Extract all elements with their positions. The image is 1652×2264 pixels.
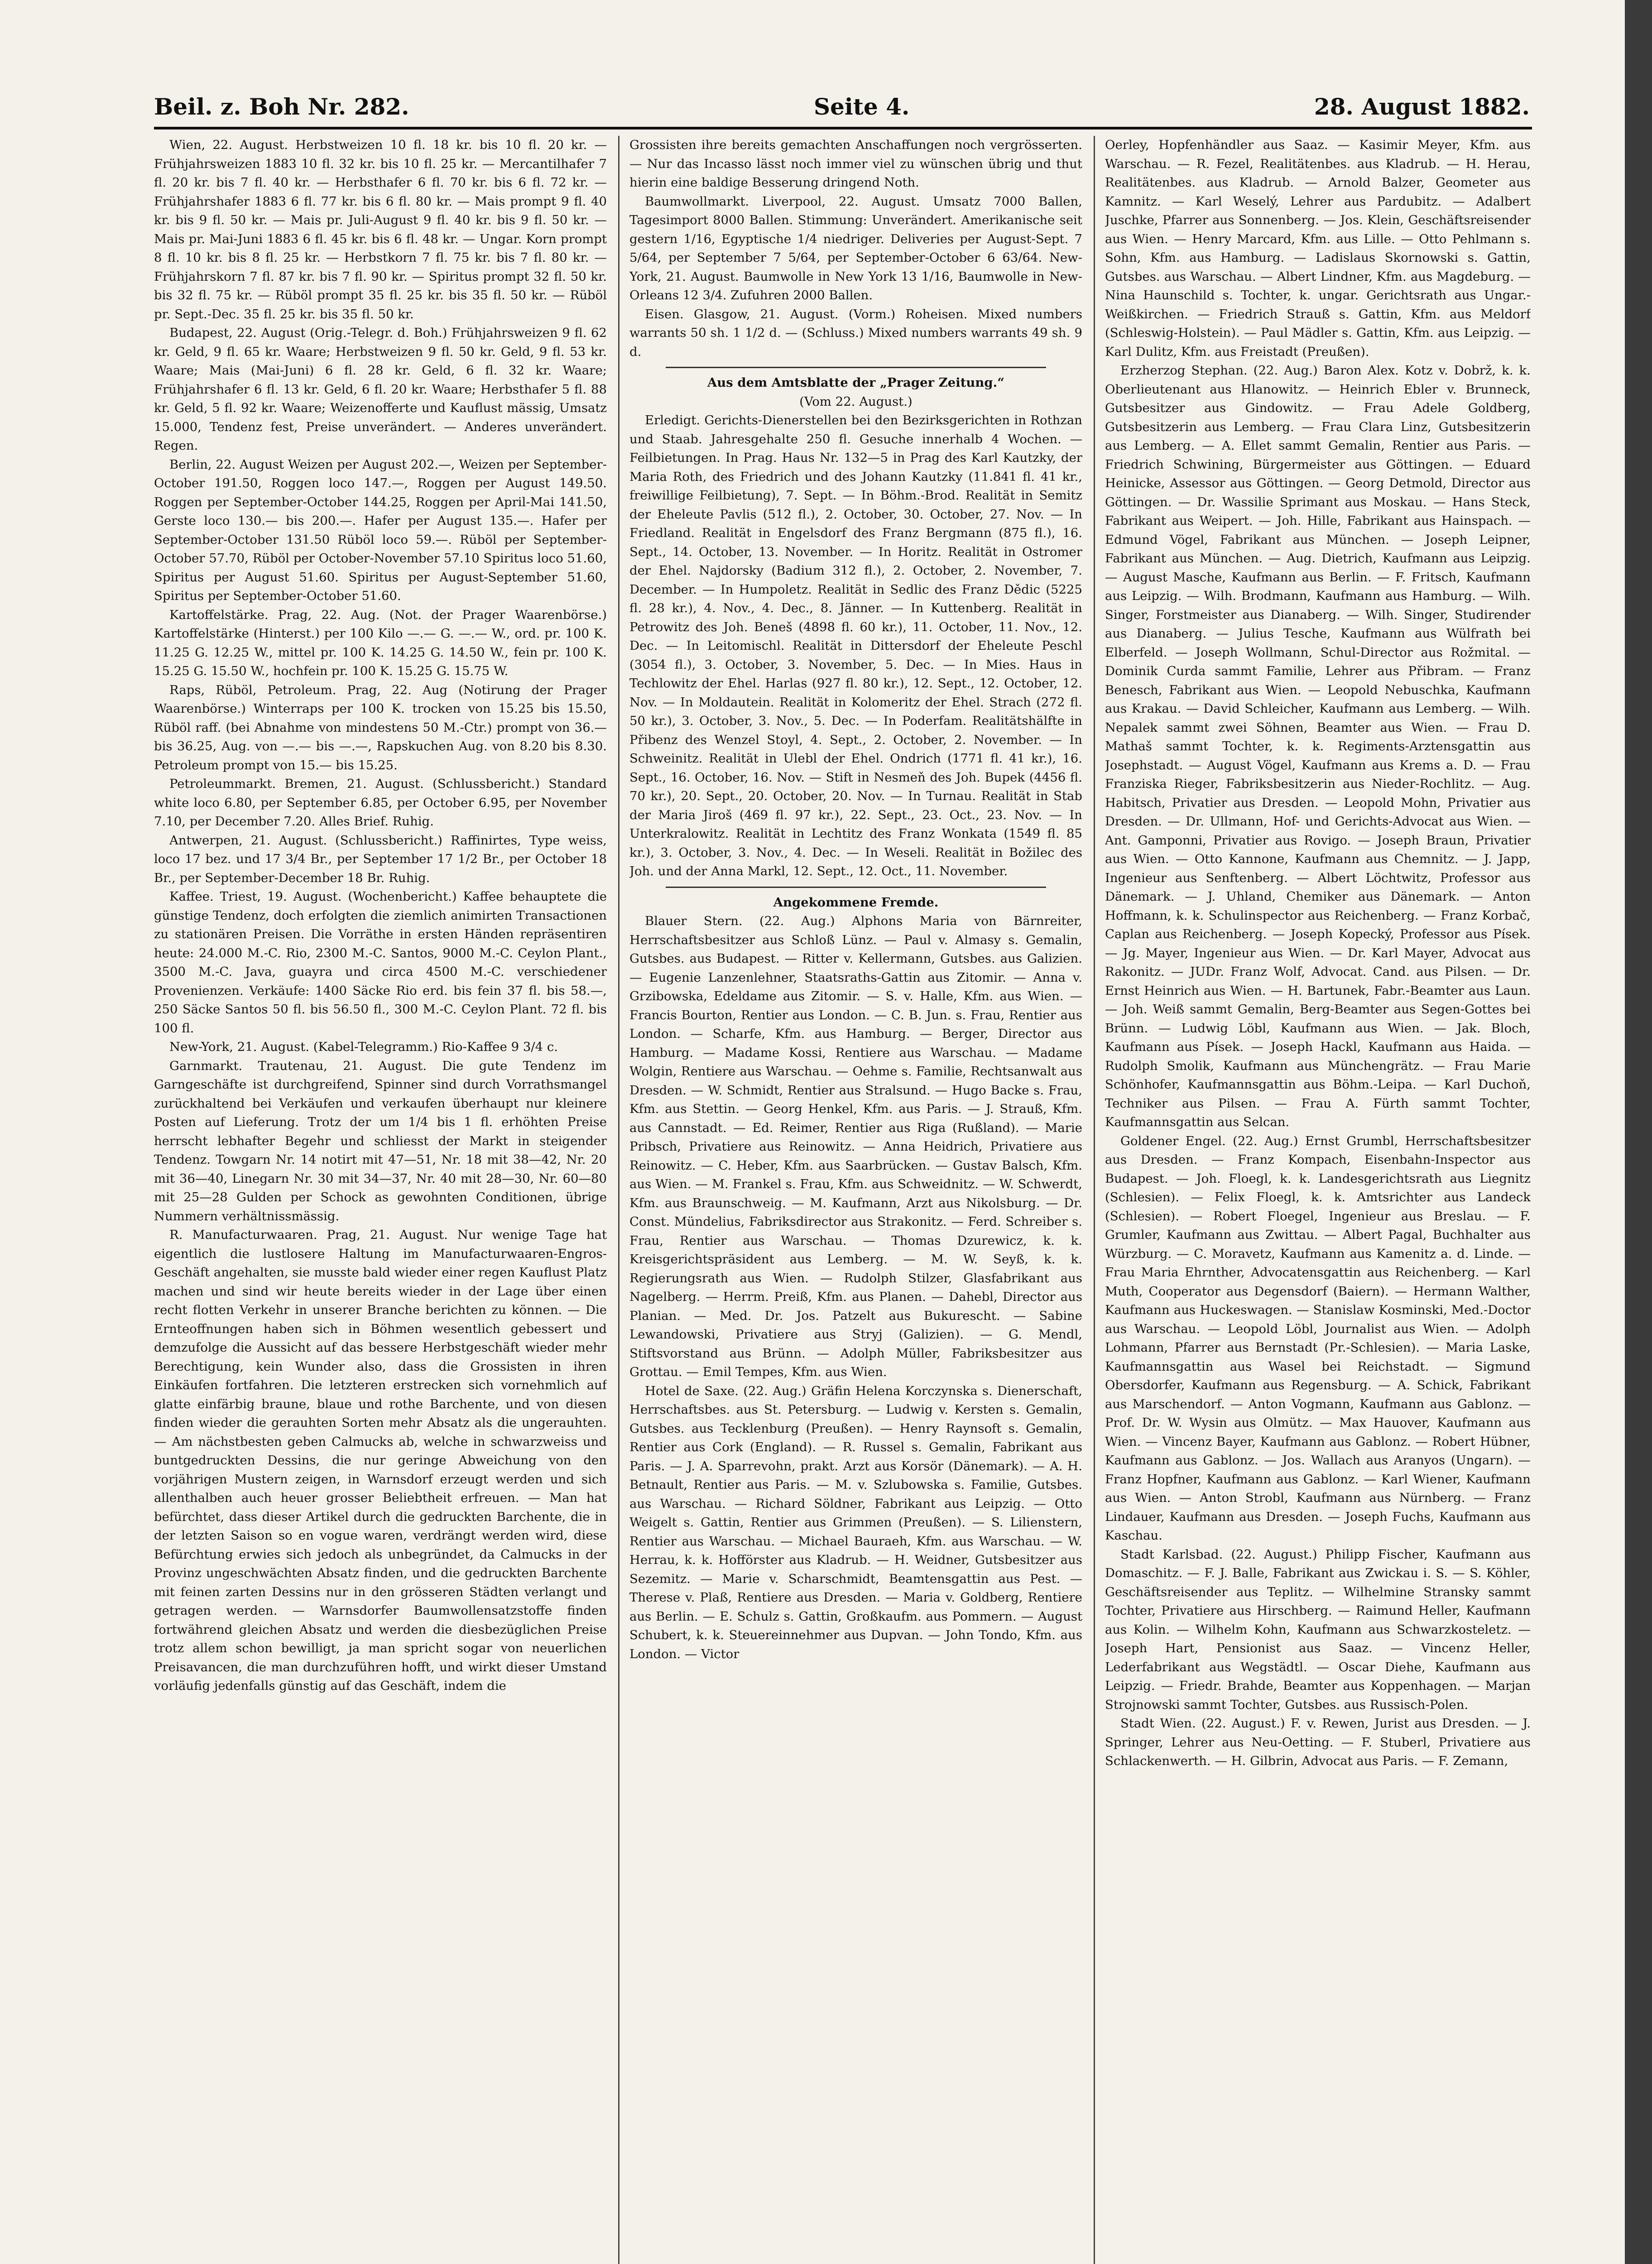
article-continuation: Grossisten ihre bereits gemachten Anschaffungen noch vergrösserten. — Nur das Incasso lässt noch immer viel zu wünschen übrig und thut hierin eine baldige Besserung dringend Noth. [629,138,1082,190]
article-kaffee: Kaffee. Triest, 19. August. (Wochenbericht.) Kaffee behauptete die günstige Tendenz, doch erfolgten die ziemlich animirten Transactionen zu stationären Preisen. Die Vorräthe in ersten Händen repräsentiren heute: 24.000 M.-C. Rio, 2300 M.-C. Santos, 9000 M.-C. Ceylon Plant., 3500 M.-C. Java, guayra und circa 4500 M.-C. verschiedener Provenienzen. Verkäufe: 1400 Säcke Rio erd. bis fein 37 fl. bis 58.—, 250 Säcke Santos 50 fl. bis 56.50 fl., 300 M.-C. Ceylon Plant. 72 fl. bis 100 fl. [154,889,607,1036]
article-amtsblatt: Erledigt. Gerichts-Dienerstellen bei den Bezirksgerichten in Rothzan und Staab. Jahresgehalte 250 fl. Gesuche innerhalb 4 Wochen. — Feilbietungen. In Prag. Haus Nr. 132—5 in Prag des Karl Kautzky, der Maria Roth, des Friedrich und des Johann Kautzky (11.841 fl. 41 kr., freiwillige Feilbietung), 7. Sept. — In Böhm.-Brod. Realität in Semitz der Eheleute Pavlis (512 fl.), 2. October, 30. October, 27. Nov. — In Friedland. Realität in Engelsdorf des Franz Bergmann (875 fl.), 16. Sept., 14. October, 13. November. — In Horitz. Realität in Ostromer der Ehel. Najdorsky (Badium 312 fl.), 2. October, 2. November, 7. December. — In Humpoletz. Realität in Sedlic des Franz Dědic (5225 fl. 28 kr.), 4. Nov., 4. Dec., 8. Jänner. — In Kuttenberg. Realität in Petrowitz des Joh. Beneš (4898 fl. 60 kr.), 11. October, 11. Nov., 12. Dec. — In Leitomischl. Realität in Dittersdorf der Eheleute Peschl (3054 fl.), 3. October, 3. November, 5. Dec. — In Mies. Haus in Techlowitz der Ehel. Harlas (927 fl. 80 kr.), 12. Sept., 12. October, 12. Nov. — In Moldautein. Realität in Kolomeritz der Ehel. Strach (272 fl. 50 kr.), 3. October, 3. Nov., 5. Dec. — In Poderfam. Realitätshälfte in Přibenz des Wenzel Stoyl, 4. Sept., 2. October, 2. November. — In Schweinitz. Realität in Ulebl der Ehel. Ondrich (1771 fl. 41 kr.), 16. Sept., 16. October, 16. Nov. — Stift in Nesmeň des Joh. Bupek (4456 fl. 70 kr.), 20. Sept., 20. October, 20. Nov. — In Turnau. Realität in Stab der Maria Jiroš (469 fl. 97 kr.), 22. Sept., 23. Oct., 23. Nov. — In Unterkralowitz. Realität in Lechtitz des Franz Wonkata (1549 fl. 85 kr.), 3. October, 3. Nov., 4. Dec. — In Weseli. Realität in Božilec des Joh. und der Anna Markl, 12. Sept., 12. Oct., 11. November. [629,413,1082,878]
header-date: 28. August 1882. [1314,93,1530,120]
article-kartoffelstaerke: Kartoffelstärke. Prag, 22. Aug. (Not. der Prager Waarenbörse.) Kartoffelstärke (Hinterst.) per 100 Kilo —.— G. —.— W., ord. pr. 100 K. 11.25 G. 12.25 W., mittel pr. 100 K. 14.25 G. 14.50 W., fein pr. 100 K. 15.25 G. 15.50 W., hochfein pr. 100 K. 15.25 G. 15.75 W. [154,607,607,678]
page-header [154,88,1530,120]
scan-edge [1625,0,1652,2264]
section-rule [666,367,1046,368]
article-berlin: Berlin, 22. August Weizen per August 202.—, Weizen per September-October 191.50, Roggen loco 147.—, Roggen per August 149.50. Roggen per September-October 144.25, Roggen per April-Mai 141.50, Gerste loco 130.— bis 200.—. Hafer per August 135.—. Hafer per September-October 131.50 Rüböl loco 59.—. Rüböl per September-October 57.70, Rüböl per October-November 57.10 Spiritus loco 51.60, Spiritus per August 51.60. Spiritus per August-September 51.60, Spiritus per September-October 51.60. [154,457,607,603]
article-eisen: Eisen. Glasgow, 21. August. (Vorm.) Roheisen. Mixed numbers warrants 50 sh. 1 1/2 d. — (Schluss.) Mixed numbers warrants 49 sh. 9 d. [629,307,1082,359]
column-middle [629,136,1082,2264]
hotel-erzherzog-stephan: Erzherzog Stephan. (22. Aug.) Baron Alex. Kotz v. Dobrž, k. k. Oberlieutenant aus Hlanowitz. — Heinrich Ebler v. Brunneck, Gutsbesitzer aus Gindowitz. — Frau Adele Goldberg, Gutsbesitzerin aus Lemberg. — Frau Clara Linz, Gutsbesitzerin aus Lemberg. — A. Ellet sammt Gemalin, Rentier aus Paris. — Friedrich Schwining, Bürgermeister aus Göttingen. — Eduard Heinicke, Assessor aus Göttingen. — Georg Detmold, Director aus Göttingen. — Dr. Wassilie Sprimant aus Moskau. — Hans Steck, Fabrikant aus Weipert. — Joh. Hille, Fabrikant aus Hainspach. — Edmund Vögel, Fabrikant aus München. — Joseph Leipner, Fabrikant aus München. — Aug. Dietrich, Kaufmann aus Leipzig. — August Masche, Kaufmann aus Berlin. — F. Fritsch, Kaufmann aus Leipzig. — Wilh. Brodmann, Kaufmann aus Hamburg. — Wilh. Singer, Forstmeister aus Dianaberg. — Wilh. Singer, Studirender aus Dianaberg. — Julius Tesche, Kaufmann aus Wülfrath bei Elberfeld. — Joseph Wollmann, Schul-Director aus Rožmital. — Dominik Curda sammt Familie, Lehrer aus Přibram. — Franz Benesch, Fabrikant aus Wien. — Leopold Nebuschka, Kaufmann aus Krakau. — David Schleicher, Kaufmann aus Lemberg. — Wilh. Nepalek sammt zwei Söhnen, Beamter aus Wien. — Frau D. Mathaš sammt Tochter, k. k. Regiments-Arztensgattin aus Josephstadt. — August Vögel, Kaufmann aus Krems a. D. — Frau Franziska Rieger, Fabriksbesitzerin aus Nieder-Rochlitz. — Aug. Habitsch, Privatier aus Dresden. — Leopold Mohn, Privatier aus Dresden. — Dr. Ullmann, Hof- und Gerichts-Advocat aus Wien. — Ant. Gamponni, Privatier aus Rovigo. — Joseph Braun, Privatier aus Wien. — Otto Kannone, Kaufmann aus Chemnitz. — J. Japp, Ingenieur aus Senftenberg. — Albert Löchtwitz, Professor aus Dänemark. — J. Uhland, Chemiker aus Dänemark. — Anton Hoffmann, k. k. Schulinspector aus Reichenberg. — Franz Korbač, Caplan aus Reichenberg. — Joseph Kopecký, Professor aus Písek. — Jg. Mayer, Ingenieur aus Wien. — Dr. Karl Mayer, Advocat aus Rakonitz. — JUDr. Franz Wolf, Advocat. Cand. aus Pilsen. — Dr. Ernst Heinrich aus Wien. — H. Bartunek, Fabr.-Beamter aus Laun. — Joh. Weiß sammt Gemalin, Berg-Beamter aus Segen-Gottes bei Brünn. — Ludwig Löbl, Kaufmann aus Wien. — Jak. Bloch, Kaufmann aus Písek. — Joseph Hackl, Kaufmann aus Haida. — Rudolph Smolik, Kaufmann aus Münchengrätz. — Frau Marie Schönhofer, Kaufmannsgattin aus Böhm.-Leipa. — Karl Duchoň, Techniker aus Pilsen. — Frau A. Fürth sammt Tochter, Kaufmannsgattin aus Selcan. [1105,363,1531,1129]
article-manufacturwaaren: R. Manufacturwaaren. Prag, 21. August. Nur wenige Tage hat eigentlich die lustlosere Haltung im Manufacturwaaren-Engros-Geschäft angehalten, sie musste bald wieder einer regen Kauflust Platz machen und sind wir heute bereits wieder in der Lage über einen recht flotten Verkehr in unserer Branche berichten zu können. — Die Ernteoffnungen haben sich in Böhmen wesentlich gebessert und demzufolge die Aussicht auf das bessere Herbstgeschäft wieder mehr Berechtigung, kein Wunder also, dass die Grossisten in ihren Einkäufen fortfahren. Die letzteren erstrecken sich vornehmlich auf glatte einfärbig braune, blaue und rothe Barchente, und von diesen finden wieder die gerauhten Sorten mehr Absatz als die ungerauhten. — Am nächstbesten geben Calmucks ab, welche in schwarzweiss und buntgedruckten Dessins, die nur geringe Abweichung von den vorjährigen Mustern zeigen, in Warnsdorf erzeugt werden und sich allenthalben auch heuer grosser Beliebtheit erfreuen. — Man hat befürchtet, dass dieser Artikel durch die gedruckten Barchente, die in der letzten Saison so en vogue waren, verdrängt werden wird, diese Befürchtung erwies sich jedoch als unbegründet, da Calmucks in der Provinz ungeschwächten Absatz finden, und die gedruckten Barchente mit feinen zarten Dessins nur in den grösseren Städten verlangt und getragen werden. — Warnsdorfer Baumwollensatzstoffe finden fortwährend gleichen Absatz und werden die diesbezüglichen Preise trotz allem schon bewilligt, ja man spricht sogar von neuerlichen Preisavancen, die man durchzuführen hofft, und wirkt dieser Umstand vorläufig jedenfalls günstig auf das Geschäft, indem die [154,1228,607,1693]
column-divider [1094,136,1095,2264]
article-petroleum-bremen: Petroleummarkt. Bremen, 21. August. (Schlussbericht.) Standard white loco 6.80, per September 6.85, per October 6.95, per November 7.10, per December 7.20. Alles Brief. Ruhig. [154,777,607,829]
section-rule [666,887,1046,888]
column-divider [618,136,620,2264]
section-subtitle-amtsblatt: (Vom 22. August.) [799,394,912,409]
article-budapest: Budapest, 22. August (Orig.-Telegr. d. Boh.) Frühjahrsweizen 9 fl. 62 kr. Geld, 9 fl. 65 kr. Waare; Herbstweizen 9 fl. 50 kr. Geld, 9 fl. 53 kr. Waare; Mais (Mai-Juni) 6 fl. 28 kr. Geld, 6 fl. 32 kr. Waare; Frühjahrshafer 6 fl. 13 kr. Geld, 6 fl. 20 kr. Waare; Herbsthafer 5 fl. 88 kr. Geld, 5 fl. 92 kr. Waare; Weizenofferte und Kauflust mässig, Umsatz 15.000, Tendenz fest, Preise unverändert. — Anderes unverändert. Regen. [154,326,607,453]
article-raps: Raps, Rüböl, Petroleum. Prag, 22. Aug (Notirung der Prager Waarenbörse.) Winterraps per 100 K. trocken von 15.25 bis 15.50, Rüböl raff. (bei Abnahme von mindestens 50 M.-Ctr.) prompt von 36.— bis 36.25, Aug. von —.— bis —.—, Rapskuchen Aug. von 8.20 bis 8.30. Petroleum prompt von 15.— bis 15.25. [154,682,607,772]
article-baumwollmarkt: Baumwollmarkt. Liverpool, 22. August. Umsatz 7000 Ballen, Tagesimport 8000 Ballen. Stimmung: Unverändert. Amerikanische seit gestern 1/16, Egyptische 1/4 niedriger. Deliveries per August-Sept. 7 5/64, per September 7 5/64, per September-October 6 63/64. New-York, 21. August. Baumwolle in New York 13 1/16, Baumwolle in New-Orleans 12 3/4. Zufuhren 2000 Ballen. [629,194,1082,302]
header-page-number: Seite 4. [814,93,910,120]
section-title-amtsblatt: Aus dem Amtsblatte der „Prager Zeitung.“ [707,375,1005,390]
hotel-stadt-karlsbad: Stadt Karlsbad. (22. August.) Philipp Fischer, Kaufmann aus Domaschitz. — F. J. Balle, Fabrikant aus Zwickau i. S. — S. Köhler, Geschäftsreisender aus Teplitz. — Wilhelmine Stransky sammt Tochter, Privatiere aus Hirschberg. — Raimund Heller, Kaufmann aus Kolin. — Wilhelm Kohn, Kaufmann aus Schwarzkosteletz. — Joseph Hart, Pensionist aus Saaz. — Vincenz Heller, Lederfabrikant aus Wegstädtl. — Oscar Diehe, Kaufmann aus Leipzig. — Friedr. Brahde, Beamter aus Koppenhagen. — Marjan Strojnowski sammt Tochter, Gutsbes. aus Russisch-Polen. [1105,1547,1531,1712]
article-wien: Wien, 22. August. Herbstweizen 10 fl. 18 kr. bis 10 fl. 20 kr. — Frühjahrsweizen 1883 10 fl. 32 kr. bis 10 fl. 25 kr. — Mercantilhafer 7 fl. 20 kr. bis 7 fl. 40 kr. — Herbsthafer 6 fl. 70 kr. bis 6 fl. 72 kr. — Frühjahrshafer 1883 6 fl. 77 kr. bis 6 fl. 80 kr. — Mais prompt 9 fl. 40 kr. bis 9 fl. 50 kr. — Mais pr. Juli-August 9 fl. 40 kr. bis 9 fl. 50 kr. — Mais pr. Mai-Juni 1883 6 fl. 45 kr. bis 6 fl. 48 kr. — Ungar. Korn prompt 8 fl. 10 kr. bis 8 fl. 25 kr. — Herbstkorn 7 fl. 75 kr. bis 7 fl. 80 kr. — Frühjahrskorn 7 fl. 87 kr. bis 7 fl. 90 kr. — Spiritus prompt 32 fl. 50 kr. bis 32 fl. 75 kr. — Rüböl prompt 35 fl. 25 kr. bis 35 fl. 50 kr. — Rüböl pr. Sept.-Dec. 35 fl. 25 kr. bis 35 fl. 50 kr. [154,138,607,321]
article-garnmarkt: Garnmarkt. Trautenau, 21. August. Die gute Tendenz im Garngeschäfte ist durchgreifend, Spinner sind durch Vorrathsmangel zurückhaltend bei Verkäufen und verkaufen überhaupt nur kleinere Posten auf Lieferung. Trotz der um 1/4 bis 1 fl. erhöhten Preise herrscht lebhafter Begehr und schliesst der Markt in steigender Tendenz. Towgarn Nr. 14 notirt mit 47—51, Nr. 18 mit 38—42, Nr. 20 mit 36—40, Linegarn Nr. 30 mit 34—37, Nr. 40 mit 28—30, Nr. 60—80 mit 25—28 Gulden per Schock as gewohnten Conditionen, übrige Nummern verhältnissmässig. [154,1058,607,1223]
hotel-goldener-engel: Goldener Engel. (22. Aug.) Ernst Grumbl, Herrschaftsbesitzer aus Dresden. — Franz Kompach, Eisenbahn-Inspector aus Budapest. — Joh. Floegl, k. k. Landesgerichtsrath aus Liegnitz (Schlesien). — Felix Floegl, k. k. Amtsrichter aus Landeck (Schlesien). — Robert Floegel, Ingenieur aus Breslau. — F. Grumler, Kaufmann aus Zwittau. — Albert Pagal, Buchhalter aus Würzburg. — C. Moravetz, Kaufmann aus Kamenitz a. d. Linde. — Frau Maria Ehrnther, Advocatensgattin aus Reichenberg. — Karl Muth, Cooperator aus Degensdorf (Baiern). — Hermann Walther, Kaufmann aus Huckeswagen. — Stanislaw Kosminski, Med.-Doctor aus Warschau. — Leopold Löbl, Journalist aus Wien. — Adolph Lohmann, Pfarrer aus Bernstadt (Pr.-Schlesien). — Maria Laske, Kaufmannsgattin aus Wasel bei Reichstadt. — Sigmund Obersdorfer, Kaufmann aus Regensburg. — A. Schick, Fabrikant aus Marschendorf. — Anton Vogmann, Kaufmann aus Gablonz. — Prof. Dr. W. Wysin aus Olmütz. — Max Hauover, Kaufmann aus Wien. — Vincenz Bayer, Kaufmann aus Gablonz. — Robert Hübner, Kaufmann aus Gablonz. — Jos. Wallach aus Aranyos (Ungarn). — Franz Hopfner, Kaufmann aus Gablonz. — Karl Wiener, Kaufmann aus Wien. — Anton Strobl, Kaufmann aus Nürnberg. — Franz Lindauer, Kaufmann aus Dresden. — Joseph Fuchs, Kaufmann aus Kaschau. [1105,1133,1531,1543]
article-antwerpen: Antwerpen, 21. August. (Schlussbericht.) Raffinirtes, Type weiss, loco 17 bez. und 17 3/4 Br., per September 17 1/2 Br., per October 18 Br., per September-December 18 Br. Ruhig. [154,833,607,885]
hotel-blauer-stern: Blauer Stern. (22. Aug.) Alphons Maria von Bärnreiter, Herrschaftsbesitzer aus Schloß Lünz. — Paul v. Almasy s. Gemalin, Gutsbes. aus Budapest. — Ritter v. Kellermann, Gutsbes. aus Galizien. — Eugenie Lanzenlehner, Staatsraths-Gattin aus Zitomir. — Anna v. Grzibowska, Edeldame aus Zitomir. — S. v. Halle, Kfm. aus Wien. — Francis Bourton, Rentier aus London. — C. B. Jun. s. Frau, Rentier aus London. — Scharfe, Kfm. aus Hamburg. — Berger, Director aus Hamburg. — Madame Kossi, Rentiere aus Warschau. — Madame Wolgin, Rentiere aus Warschau. — Oehme s. Familie, Rechtsanwalt aus Dresden. — W. Schmidt, Rentier aus Stralsund. — Hugo Backe s. Frau, Kfm. aus Stettin. — Georg Henkel, Kfm. aus Paris. — J. Strauß, Kfm. aus Cannstadt. — Ed. Reimer, Rentier aus Riga (Rußland). — Marie Pribsch, Privatiere aus Reinowitz. — Anna Heidrich, Privatiere aus Reinowitz. — C. Heber, Kfm. aus Saarbrücken. — Gustav Balsch, Kfm. aus Wien. — M. Frankel s. Frau, Kfm. aus Schweidnitz. — W. Schwerdt, Kfm. aus Braunschweig. — M. Kaufmann, Arzt aus Nikolsburg. — Dr. Const. Mündelius, Fabriksdirector aus Strakonitz. — Ferd. Schreiber s. Frau, Rentier aus Warschau. — Thomas Dzurewicz, k. k. Kreisgerichtspräsident aus Lemberg. — M. W. Seyß, k. k. Regierungsrath aus Wien. — Rudolph Stilzer, Glasfabrikant aus Nagelberg. — Herrm. Preiß, Kfm. aus Planen. — Dahebl, Director aus Planian. — Med. Dr. Jos. Patzelt aus Bukurescht. — Sabine Lewandowski, Privatiere aus Stryj (Galizien). — G. Mendl, Stiftsvorstand aus Brünn. — Adolph Müller, Fabriksbesitzer aus Grottau. — Emil Tempes, Kfm. aus Wien. [629,914,1082,1379]
article-newyork-kaffee: New-York, 21. August. (Kabel-Telegramm.) Rio-Kaffee 9 3/4 c. [169,1040,558,1054]
column-market-reports [154,136,607,2264]
header-issue: Beil. z. Boh Nr. 282. [154,93,409,120]
guest-list-continuation: Oerley, Hopfenhändler aus Saaz. — Kasimir Meyer, Kfm. aus Warschau. — R. Fezel, Realitätenbes. aus Kladrub. — H. Herau, Realitätenbes. aus Kladrub. — Arnold Balzer, Geometer aus Kamnitz. — Karl Weselý, Lehrer aus Pardubitz. — Adalbert Juschke, Pfarrer aus Sonnenberg. — Jos. Klein, Geschäftsreisender aus Wien. — Henry Marcard, Kfm. aus Lille. — Otto Pehlmann s. Sohn, Kfm. aus Hamburg. — Ladislaus Skornowski s. Gattin, Gutsbes. aus Warschau. — Albert Lindner, Kfm. aus Magdeburg. — Nina Haunschild s. Tochter, k. ungar. Gerichtsrath aus Ungar.-Weißkirchen. — Friedrich Strauß s. Gattin, Kfm. aus Meldorf (Schleswig-Holstein). — Paul Mädler s. Gattin, Kfm. aus Leipzig. — Karl Dulitz, Kfm. aus Freistadt (Preußen). [1105,138,1531,359]
header-rule [154,127,1532,130]
column-guest-lists [1105,136,1531,2264]
hotel-de-saxe: Hotel de Saxe. (22. Aug.) Gräfin Helena Korczynska s. Dienerschaft, Herrschaftsbes. aus St. Petersburg. — Ludwig v. Kersten s. Gemalin, Gutsbes. aus Tecklenburg (Preußen). — Henry Raynsoft s. Gemalin, Rentier aus Cork (England). — R. Russel s. Gemalin, Fabrikant aus Paris. — J. A. Sparrevohn, prakt. Arzt aus Korsör (Dänemark). — A. H. Betnault, Rentier aus Paris. — M. v. Szlubowska s. Familie, Gutsbes. aus Warschau. — Richard Söldner, Fabrikant aus Leipzig. — Otto Weigelt s. Gattin, Rentier aus Grimmen (Preußen). — S. Lilienstern, Rentier aus Warschau. — Michael Bauraeh, Kfm. aus Warschau. — W. Herrau, k. k. Hofförster aus Kladrub. — H. Weidner, Gutsbesitzer aus Sezemitz. — Marie v. Scharschmidt, Beamtensgattin aus Pest. — Therese v. Plaß, Rentiere aus Dresden. — Maria v. Goldberg, Rentiere aus Berlin. — E. Schulz s. Gattin, Großkaufm. aus Pommern. — August Schubert, k. k. Steuereinnehmer aus Dupvan. — John Tondo, Kfm. aus London. — Victor [629,1383,1082,1661]
hotel-stadt-wien: Stadt Wien. (22. August.) F. v. Rewen, Jurist aus Dresden. — J. Springer, Lehrer aus Neu-Oetting. — F. Stuberl, Privatiere aus Schlackenwerth. — H. Gilbrin, Advocat aus Paris. — F. Zemann, [1105,1716,1531,1768]
section-title-fremde: Angekommene Fremde. [773,895,939,910]
